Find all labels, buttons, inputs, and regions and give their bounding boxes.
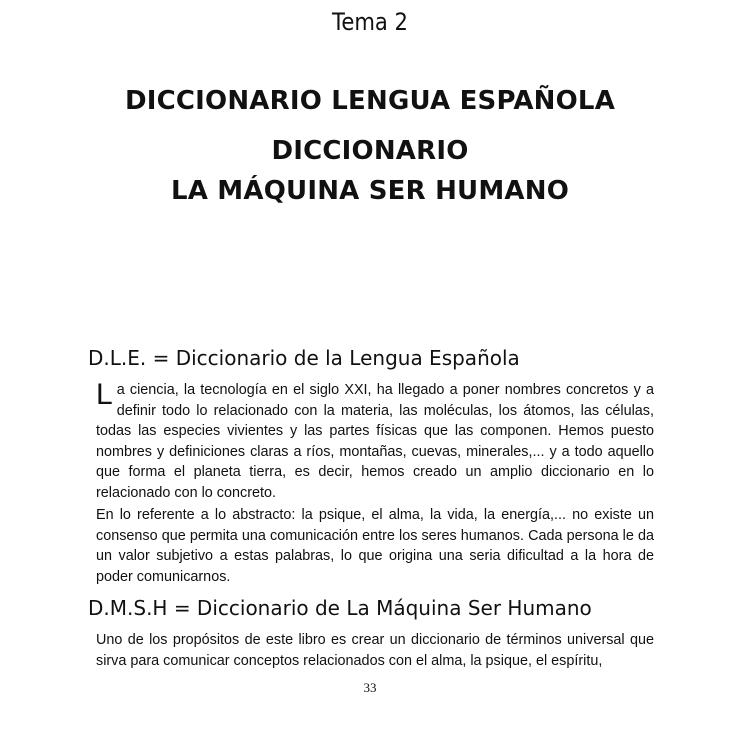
- main-title-line-1: DICCIONARIO LENGUA ESPAÑOLA: [124, 86, 616, 116]
- main-title-line-3: LA MÁQUINA SER HUMANO: [170, 176, 570, 206]
- section-heading-dmsh: D.M.S.H = Diccionario de La Máquina Ser Humano: [88, 596, 592, 620]
- chapter-label: Tema 2: [332, 8, 408, 36]
- paragraph-intro: [96, 380, 654, 503]
- drop-cap: L: [96, 378, 113, 411]
- paragraph-purpose: Uno de los propósitos de este libro es crear un diccionario de términos universal que sirva para comunicar conceptos relacionados con el alma, la psique, el espíritu,: [96, 632, 654, 669]
- main-title-line-2: DICCIONARIO: [271, 136, 469, 166]
- paragraph-intro-text: a ciencia, la tecnología en el siglo XXI, ha llegado a poner nombres concretos y a definir todo lo relacionado con la materia, las moléculas, los átomos, las células, todas las especies vivientes y las partes físicas que las componen. Hemos puesto nombres y definiciones claras a ríos, montañas, cuevas, minerales,... y a todo aquello que forma el planeta tierra, es decir, hemos creado un amplio diccionario en lo relacionado con lo concreto.: [96, 382, 654, 501]
- section-heading-dle: D.L.E. = Diccionario de la Lengua Española: [88, 346, 520, 370]
- paragraph-abstract: En lo referente a lo abstracto: la psique, el alma, la vida, la energía,... no existe un consenso que permita una comunicación entre los seres humanos. Cada persona le da un valor subjetivo a estas palabras, lo que origina una seria dificultad a la hora de poder comunicarnos.: [96, 507, 654, 585]
- page-number: 33: [363, 680, 377, 695]
